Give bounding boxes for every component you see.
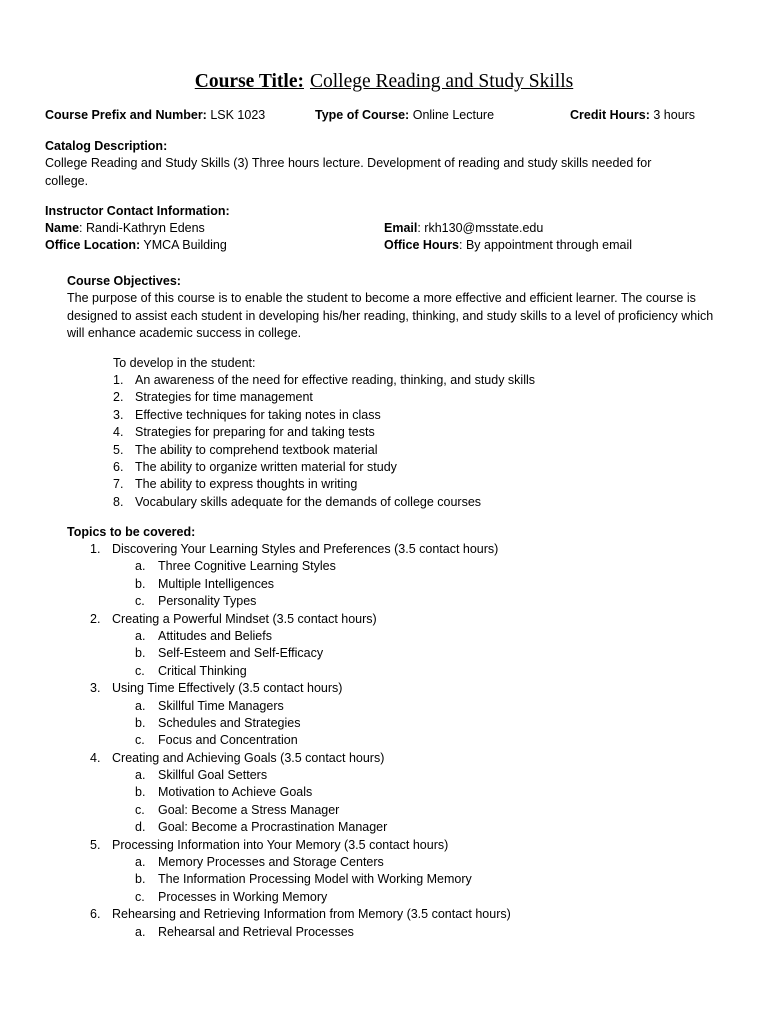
course-type-field [315,107,494,125]
course-title-label: Course Title: [194,71,304,92]
subtopic-list [90,854,472,906]
instructor-name-value: : Randi-Kathryn Edens [79,221,205,235]
subtopic-text: Goal: Become a Procrastination Manager [158,820,388,835]
subtopic-text: Rehearsal and Retrieval Processes [158,924,354,939]
subtopic-text: Three Cognitive Learning Styles [158,559,336,574]
topic-item [90,680,343,750]
topic-item [90,750,388,837]
topics-heading: Topics to be covered: [67,525,196,539]
list-number: 5. [113,442,124,457]
list-text: Strategies for preparing for and taking tests [135,425,375,440]
list-number: 1. [113,373,124,387]
subtopic-letter: b. [135,715,146,730]
subtopic-letter: b. [135,646,146,661]
credit-hours-label: Credit Hours: [570,108,650,122]
list-number: 3. [113,407,124,422]
subtopic-letter: c. [135,594,145,609]
instructor-name-field [45,220,205,238]
list-text: An awareness of the need for effective reading, thinking, and study skills [135,373,536,387]
objectives-heading: Course Objectives: [67,274,181,288]
office-location-label: Office Location: [45,238,141,252]
list-text: Vocabulary skills adequate for the demands of college courses [135,494,482,509]
list-text: The ability to comprehend textbook material [135,442,378,457]
list-number: 7. [113,477,124,492]
topics-list [90,541,511,941]
course-type-value: Online Lecture [412,108,495,122]
subtopic-letter: c. [135,889,145,904]
topic-number: 2. [90,611,101,626]
subtopic-list [90,924,354,941]
subtopic-text: Motivation to Achieve Goals [158,785,313,800]
catalog-description: College Reading and Study Skills (3) Three hours lecture. Development of reading and study skills needed for college. [45,156,652,188]
office-location-field [45,237,227,255]
course-title-value: College Reading and Study Skills [309,71,574,92]
objectives-intro: To develop in the student: [113,356,256,370]
topic-text: Using Time Effectively (3.5 contact hours) [112,681,343,696]
topic-text: Creating a Powerful Mindset (3.5 contact hours) [112,611,377,626]
subtopic-letter: b. [135,872,146,887]
subtopic-letter: c. [135,733,145,748]
subtopic-text: Multiple Intelligences [158,576,275,591]
subtopic-letter: c. [135,663,145,678]
subtopic-letter: a. [135,698,146,713]
office-location-value: YMCA Building [140,238,227,252]
subtopic-letter: a. [135,924,146,939]
subtopic-letter: d. [135,820,146,835]
subtopic-text: The Information Processing Model with Working Memory [158,872,472,887]
instructor-name-label: Name [45,221,80,235]
list-number: 2. [113,390,124,405]
subtopic-letter: a. [135,559,146,574]
subtopic-letter: a. [135,855,146,870]
subtopic-letter: c. [135,802,145,817]
credit-hours-value: 3 hours [653,108,696,122]
list-number: 6. [113,459,124,474]
topic-number: 3. [90,681,101,696]
subtopic-text: Focus and Concentration [158,733,298,748]
subtopic-letter: b. [135,785,146,800]
topic-item [90,541,499,611]
office-hours-field [384,237,632,255]
topic-text: Processing Information into Your Memory (3.5 contact hours) [112,837,449,852]
topic-number: 5. [90,837,101,852]
subtopic-letter: a. [135,628,146,643]
subtopic-list [90,767,388,837]
list-text: The ability to organize written material for study [135,459,397,474]
list-text: Effective techniques for taking notes in class [135,407,381,422]
catalog-heading: Catalog Description: [45,139,168,153]
subtopic-text: Personality Types [158,594,257,609]
course-prefix-value: LSK 1023 [210,108,266,122]
subtopic-letter: a. [135,768,146,783]
subtopic-text: Critical Thinking [158,663,247,678]
subtopic-text: Memory Processes and Storage Centers [158,855,384,870]
office-hours-value: : By appointment through email [459,238,633,252]
list-number: 8. [113,494,124,509]
course-prefix-label: Course Prefix and Number: [45,108,207,122]
topic-text: Discovering Your Learning Styles and Preferences (3.5 contact hours) [112,542,499,556]
topic-text: Rehearsing and Retrieving Information from Memory (3.5 contact hours) [112,907,511,922]
instructor-heading: Instructor Contact Information: [45,204,230,218]
instructor-email-field [384,220,543,238]
topic-item [90,837,472,907]
instructor-email-value: : rkh130@msstate.edu [417,221,544,235]
credit-hours-field [570,107,695,125]
subtopic-text: Processes in Working Memory [158,889,328,904]
page-title [0,70,768,94]
subtopic-text: Skillful Time Managers [158,698,284,713]
topic-number: 6. [90,907,101,922]
list-number: 4. [113,425,124,440]
topic-number: 4. [90,750,101,765]
instructor-email-label: Email [384,221,418,235]
subtopic-text: Skillful Goal Setters [158,768,268,783]
subtopic-list [90,628,324,680]
list-text: Strategies for time management [135,390,313,405]
office-hours-label: Office Hours [384,238,460,252]
subtopic-list [90,558,336,610]
subtopic-text: Self-Esteem and Self-Efficacy [158,646,324,661]
list-text: The ability to express thoughts in writing [135,477,358,492]
course-type-label: Type of Course: [315,108,410,122]
topic-text: Creating and Achieving Goals (3.5 contact hours) [112,750,385,765]
topic-number: 1. [90,542,101,556]
subtopic-letter: b. [135,576,146,591]
subtopic-text: Attitudes and Beliefs [158,628,272,643]
objectives-paragraph: The purpose of this course is to enable the student to become a more effective and efficient learner. The course is designed to assist each student in developing his/her reading, thinking, and study skills to a level of proficiency which will enhance academic success in college. [67,291,714,340]
topic-item [90,906,511,941]
subtopic-text: Schedules and Strategies [158,715,301,730]
topic-item [90,611,377,681]
course-prefix-field [45,107,265,125]
subtopic-text: Goal: Become a Stress Manager [158,802,340,817]
subtopic-list [90,698,301,750]
